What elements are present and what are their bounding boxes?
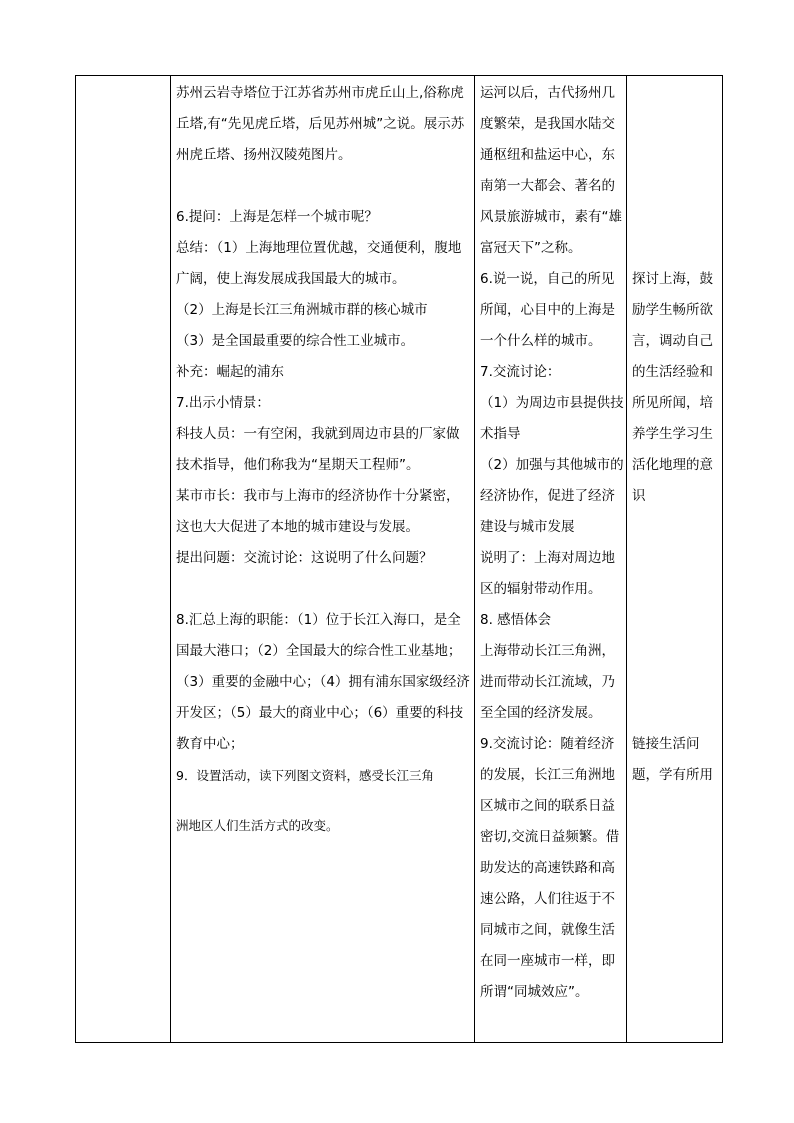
text-paragraph: 总结：（1）上海地理位置优越，交通便利，腹地广阔，使上海发展成我国最大的城市。 xyxy=(176,240,462,287)
lesson-plan-table xyxy=(75,75,723,1043)
text-paragraph: 提出问题：交流讨论：这说明了什么问题？ xyxy=(176,550,433,566)
text-paragraph: （1）为周边市县提供技术指导 xyxy=(480,395,624,442)
text-paragraph: 8. 感悟体会 xyxy=(480,612,552,628)
text-paragraph: 链接生活问题，学有所用 xyxy=(632,736,713,783)
text-paragraph: 7.出示小情景： xyxy=(176,395,270,411)
text-paragraph: 运河以后，古代扬州几度繁荣，是我国水陆交通枢纽和盐运中心，东南第一大都会、著名的风景旅游城市，素有“雄富冠天下”之称。 xyxy=(480,85,622,256)
text-paragraph: 苏州云岩寺塔位于江苏省苏州市虎丘山上,俗称虎丘塔,有“先见虎丘塔，后见苏州城”之说。展示苏州虎丘塔、扬州汉陵苑图片。 xyxy=(176,85,465,163)
text-paragraph: 8.汇总上海的职能：（1）位于长江入海口，是全国最大港口；（2）全国最大的综合性工业基地；（3）重要的金融中心；（4）拥有浦东国家级经济开发区；（5）最大的商业中心；（6）重要的科技教育中心； xyxy=(176,612,470,752)
text-paragraph: 科技人员：一有空闲，我就到周边市县的厂家做技术指导，他们称我为“星期天工程师”。 xyxy=(176,426,460,473)
design-intent-cell xyxy=(627,76,723,1043)
text-paragraph: 9.交流讨论：随着经济的发展，长江三角洲地区城市之间的联系日益密切,交流日益频繁。借助发达的高速铁路和高速公路，人们往返于不同城市之间，就像生活在同一座城市一样，即所谓“同城效应”。 xyxy=(480,736,620,1000)
text-paragraph: （2）加强与其他城市的经济协作，促进了经济建设与城市发展 xyxy=(480,457,624,535)
text-paragraph: 上海带动长江三角洲，进而带动长江流域，乃至全国的经济发展。 xyxy=(480,643,615,721)
text-paragraph: 6.提问：上海是怎样一个城市呢？ xyxy=(176,209,378,225)
text-paragraph: 7.交流讨论： xyxy=(480,364,561,380)
table-row xyxy=(76,76,723,1043)
text-paragraph: 补充：崛起的浦东 xyxy=(176,364,284,380)
text-paragraph: 9．设置活动，读下列图文资料，感受长江三角 xyxy=(176,768,434,783)
text-paragraph: 说明了：上海对周边地区的辐射带动作用。 xyxy=(480,550,615,597)
text-paragraph: 洲地区人们生活方式的改变。 xyxy=(176,818,339,833)
text-paragraph: （3）是全国最重要的综合性工业城市。 xyxy=(176,333,415,349)
student-activity-cell xyxy=(475,76,627,1043)
text-paragraph: （2）上海是长江三角洲城市群的核心城市 xyxy=(176,302,428,318)
text-paragraph: 某市市长：我市与上海市的经济协作十分紧密，这也大大促进了本地的城市建设与发展。 xyxy=(176,488,460,535)
blank-cell xyxy=(76,76,171,1043)
text-paragraph: 6.说一说，自己的所见所闻，心目中的上海是一个什么样的城市。 xyxy=(480,271,615,349)
text-paragraph: 探讨上海，鼓励学生畅所欲言，调动自己的生活经验和所见所闻，培养学生学习生活化地理的意识 xyxy=(632,271,713,504)
teacher-activity-cell xyxy=(171,76,475,1043)
